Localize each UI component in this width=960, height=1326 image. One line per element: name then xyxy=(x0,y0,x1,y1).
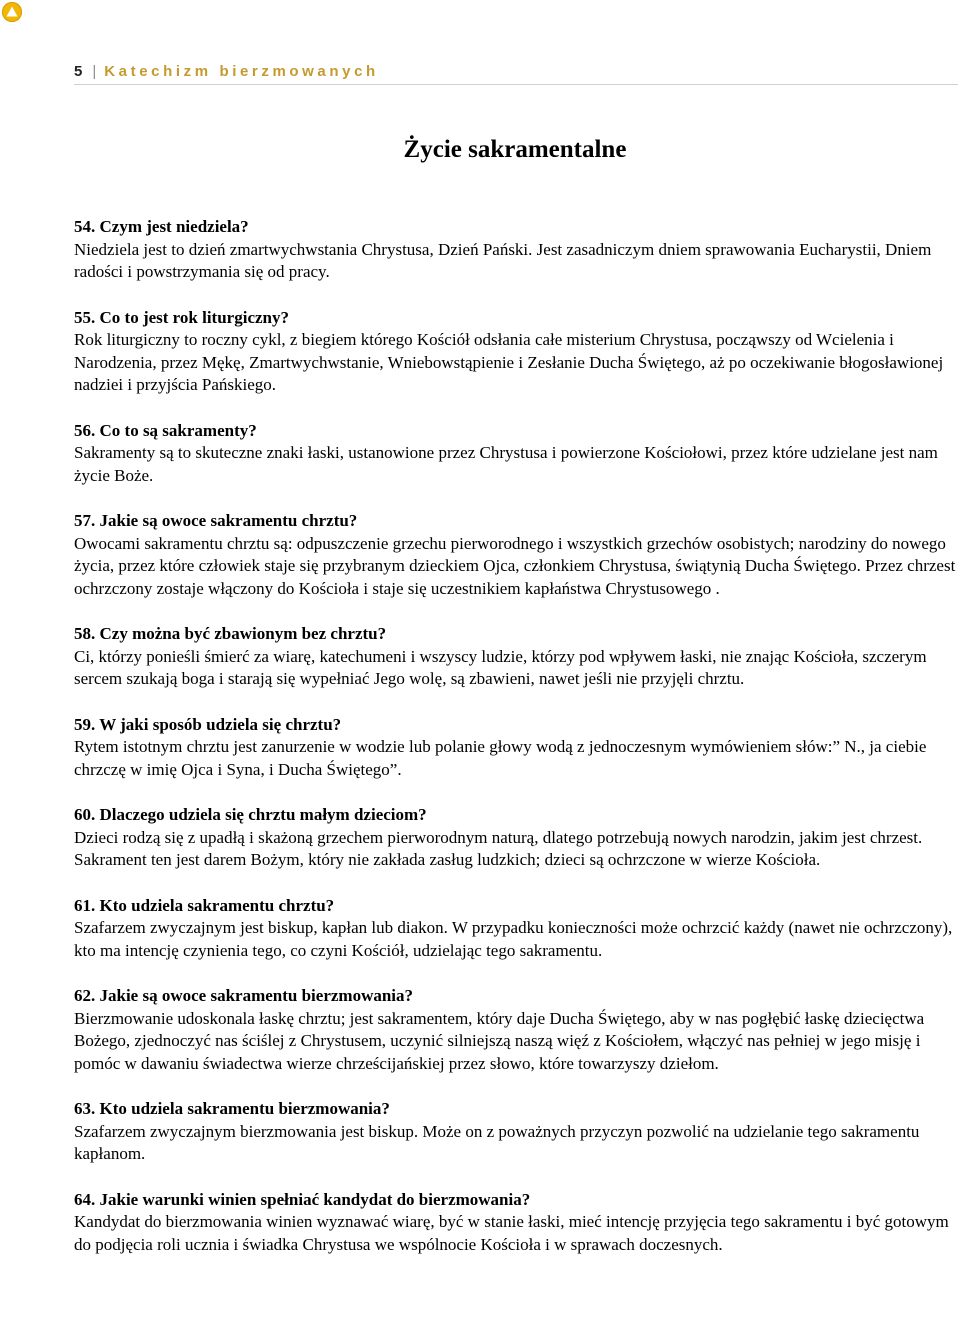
qa-list xyxy=(74,216,958,1279)
qa-item-59 xyxy=(74,714,958,782)
question: 60. Dlaczego udziela się chrztu małym dzieciom? xyxy=(74,805,427,824)
qa-item-60 xyxy=(74,804,958,872)
question: 63. Kto udziela sakramentu bierzmowania? xyxy=(74,1099,390,1118)
book-title: Katechizm bierzmowanych xyxy=(104,63,379,80)
question: 64. Jakie warunki winien spełniać kandydat do bierzmowania? xyxy=(74,1189,531,1209)
answer: Owocami sakramentu chrztu są: odpuszczenie grzechu pierworodnego i wszystkich grzechów osobistych; narodziny do nowego życia, przez które człowiek staje się przybranym dzieckiem Ojca, członkiem Chrystusa, świątynią Ducha Świętego. Przez chrzest ochrzczony zostaje włączony do Kościoła i staje się uczestnikiem kapłaństwa Chrystusowego . xyxy=(74,533,956,598)
qa-item-55 xyxy=(74,307,958,397)
qa-item-57 xyxy=(74,510,958,600)
answer: Szafarzem zwyczajnym bierzmowania jest biskup. Może on z poważnych przyczyn pozwolić na udzielanie tego sakramentu kapłanom. xyxy=(74,1121,920,1163)
running-header xyxy=(74,62,958,85)
qa-item-64 xyxy=(74,1189,958,1257)
answer: Ci, którzy ponieśli śmierć za wiarę, katechumeni i wszyscy ludzie, którzy pod wpływem łaski, nie znając Kościoła, szczerym sercem szukają boga i starają się wypełniać Jego wolę, są zbawieni, nawet jeśli nie przyjęli chrztu. xyxy=(74,646,927,688)
answer: Szafarzem zwyczajnym jest biskup, kapłan lub diakon. W przypadku konieczności może ochrzcić każdy (nawet nie ochrzczony), kto ma intencję czynienia tego, co czyni Kościół, udzielając tego sakramentu. xyxy=(74,918,953,960)
qa-item-58 xyxy=(74,623,958,691)
answer: Dzieci rodzą się z upadłą i skażoną grzechem pierworodnym naturą, dlatego potrzebują nowych narodzin, jakim jest chrzest. Sakrament ten jest darem Bożym, który nie zakłada zasług ludzkich; dzieci są ochrzczone w wierze Kościoła. xyxy=(74,827,923,869)
qa-item-63 xyxy=(74,1098,958,1166)
chapter-title: Życie sakramentalne xyxy=(403,136,627,163)
answer: Rytem istotnym chrztu jest zanurzenie w wodzie lub polanie głowy wodą z jednoczesnym wymówieniem słów:” N., ja ciebie chrzczę w imię Ojca i Syna, i Ducha Świętego”. xyxy=(74,737,927,779)
answer: Sakramenty są to skuteczne znaki łaski, ustanowione przez Chrystusa i powierzone Kościołowi, przez które udzielane jest nam życie Boże. xyxy=(74,443,938,485)
qa-item-62 xyxy=(74,985,958,1075)
question: 62. Jakie są owoce sakramentu bierzmowania? xyxy=(74,986,414,1005)
answer: Niedziela jest to dzień zmartwychwstania Chrystusa, Dzień Pański. Jest zasadniczym dniem sprawowania Eucharystii, Dniem radości i powstrzymania się od pracy. xyxy=(74,239,932,281)
qa-item-61 xyxy=(74,895,958,963)
answer: Kandydat do bierzmowania winien wyznawać wiarę, być w stanie łaski, mieć intencję przyjęcia tego sakramentu i być gotowym do podjęcia roli ucznia i świadka Chrystusa we wspólnocie Kościoła i w sprawach doczesnych. xyxy=(74,1212,949,1254)
page-number: 5 xyxy=(74,63,83,80)
answer: Rok liturgiczny to roczny cykl, z biegiem którego Kościół odsłania całe misterium Chrystusa, począwszy od Wcielenia i Narodzenia, przez Mękę, Zmartwychwstanie, Wniebowstąpienie i Zesłanie Ducha Świętego, aż po oczekiwanie błogosławionej nadziei i przyjścia Pańskiego. xyxy=(74,330,944,394)
qa-item-54 xyxy=(74,216,958,284)
question: 61. Kto udziela sakramentu chrztu? xyxy=(74,895,335,915)
header-separator: | xyxy=(92,63,97,80)
question: 59. W jaki sposób udziela się chrztu? xyxy=(74,714,342,734)
warning-badge-icon[interactable] xyxy=(2,2,22,22)
question: 57. Jakie są owoce sakramentu chrztu? xyxy=(74,511,358,530)
question: 55. Co to jest rok liturgiczny? xyxy=(74,307,289,327)
question: 58. Czy można być zbawionym bez chrztu? xyxy=(74,624,387,643)
qa-item-56 xyxy=(74,420,958,488)
question: 56. Co to są sakramenty? xyxy=(74,420,257,440)
answer: Bierzmowanie udoskonala łaskę chrztu; jest sakramentem, który daje Ducha Świętego, aby w nas pogłębić łaskę dziecięctwa Bożego, zjednoczyć nas ściślej z Chrystusem, uczynić silniejszą naszą więź z Kościołem, włączyć nas pełniej w jego misję i pomóc w dawaniu świadectwa wierze chrześcijańskiej przez słowo, które towarzyszy dziełom. xyxy=(74,1008,925,1073)
question: 54. Czym jest niedziela? xyxy=(74,217,249,236)
warning-triangle-icon xyxy=(2,2,22,22)
